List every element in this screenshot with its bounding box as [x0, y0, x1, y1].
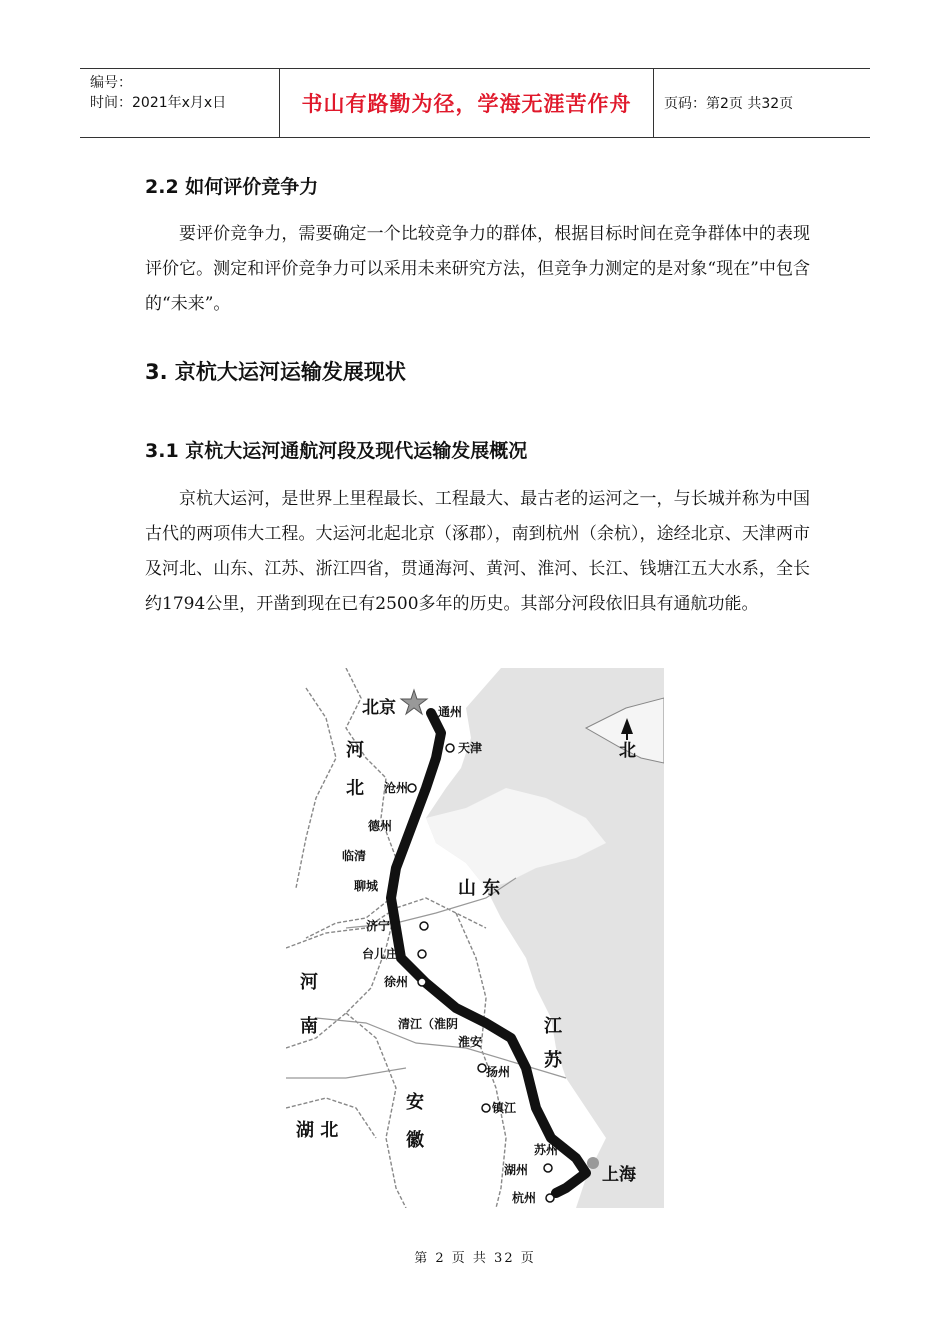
region-beijing: 北京	[362, 698, 396, 718]
section-2-2-paragraph: 要评价竞争力，需要确定一个比较竞争力的群体，根据目标时间在竞争群体中的表现评价它。测定和评价竞争力可以采用未来研究方法，但竞争力测定的是对象“现在”中包含的“未来”。	[145, 224, 810, 314]
shanghai-dot-icon	[587, 1157, 599, 1169]
city-huzhou: 湖州	[504, 1163, 529, 1177]
north-label: 北	[619, 741, 636, 761]
city-cangzhou: 沧州	[384, 781, 409, 795]
city-suzhou: 苏州	[534, 1143, 559, 1157]
city-tianjin: 天津	[458, 741, 483, 755]
region-shandong: 山 东	[458, 878, 501, 899]
city-huaian: 淮安	[458, 1035, 483, 1049]
section-3-1-paragraph: 京杭大运河，是世界上里程最长、工程最大、最古老的运河之一，与长城并称为中国古代的两项伟大工程。大运河北起北京（涿郡），南到杭州（余杭），途经北京、天津两市及河北、山东、江苏、浙江四省，贯通海河、黄河、淮河、长江、钱塘江五大水系，全长约1794公里，开凿到现在已有2500多年的历史。其部分河段依旧具有通航功能。	[145, 489, 810, 614]
header-left-cell	[80, 69, 280, 137]
city-xuzhou: 徐州	[384, 975, 409, 989]
city-liaocheng: 聊城	[354, 879, 379, 893]
city-hangzhou: 杭州	[512, 1191, 537, 1205]
city-qingjiang: 清江（淮阴	[398, 1017, 459, 1031]
page-footer: 第 2 页 共 32 页	[414, 1251, 536, 1266]
region-anhui-1: 安	[406, 1092, 424, 1113]
region-hebei-1: 河	[346, 740, 364, 761]
document-number-label: 编号：	[90, 75, 132, 91]
city-dezhou: 德州	[368, 819, 393, 833]
region-jiangsu-2: 苏	[544, 1050, 562, 1071]
region-henan-1: 河	[300, 972, 318, 993]
header-motto: 书山有路勤为径，学海无涯苦作舟	[280, 69, 654, 137]
section-3-title: 3. 京杭大运河运输发展现状	[145, 360, 406, 384]
region-jiangsu-1: 江	[544, 1016, 562, 1037]
document-time-label: 时间：2021年x月x日	[90, 95, 227, 111]
region-henan-2: 南	[300, 1016, 318, 1037]
section-3-1-title: 3.1 京杭大运河通航河段及现代运输发展概况	[145, 440, 528, 462]
city-zhenjiang: 镇江	[492, 1101, 517, 1115]
city-jining: 济宁	[366, 919, 391, 933]
city-tongzhou: 通州	[438, 705, 463, 719]
section-2-2-title: 2.2 如何评价竞争力	[145, 176, 319, 198]
region-hubei: 湖 北	[296, 1120, 339, 1141]
header-table	[80, 68, 870, 138]
region-anhui-2: 徽	[406, 1130, 424, 1151]
region-hebei-2: 北	[346, 778, 364, 799]
city-yangzhou: 扬州	[486, 1065, 511, 1079]
grand-canal-map	[286, 668, 664, 1208]
region-shanghai: 上海	[602, 1165, 636, 1185]
city-linqing: 临清	[342, 849, 367, 863]
header-page-info: 页码：第2页 共32页	[664, 96, 794, 112]
city-taierzhuang: 台儿庄	[362, 947, 399, 961]
